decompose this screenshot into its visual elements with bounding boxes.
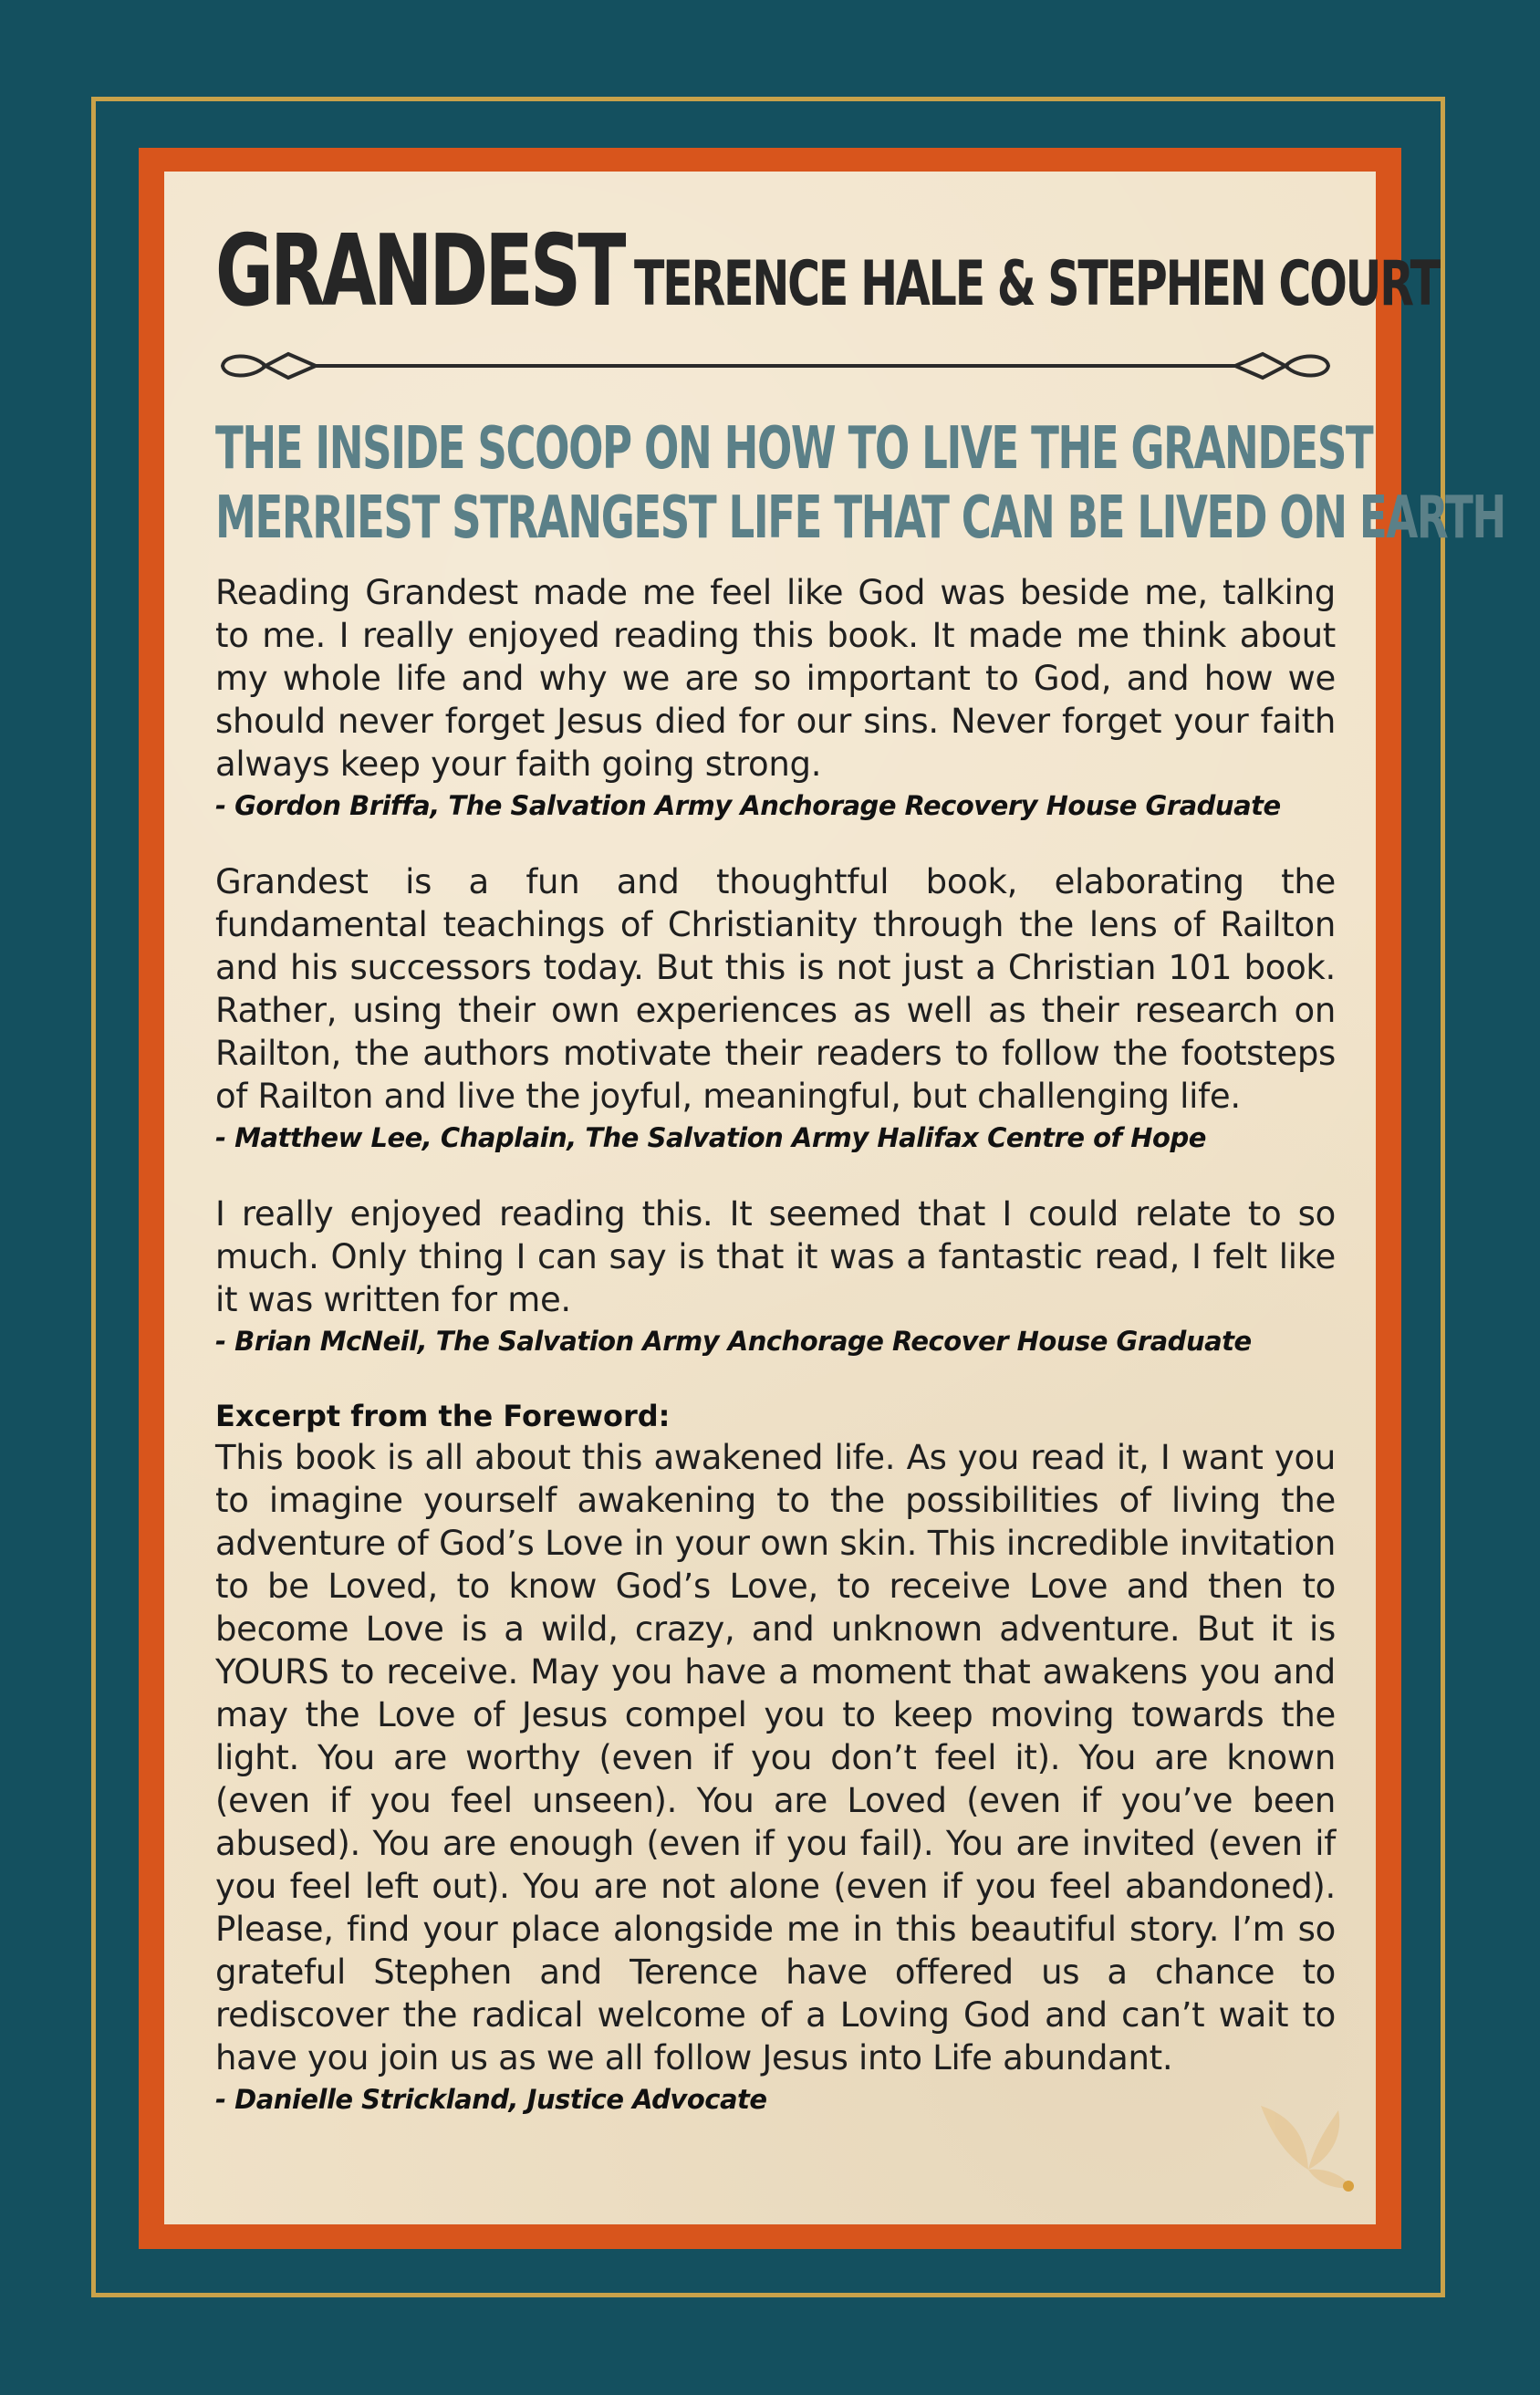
foreword-excerpt [215,1396,1336,2118]
subtitle-line-2: MERRIEST STRANGEST LIFE THAT CAN BE LIVED ON EARTH [215,484,1505,552]
testimonial-text: I really enjoyed reading this. It seemed that I could relate to so much. Only thing I can say is that it was a fantastic read, I felt like it was written for me. [215,1194,1336,1319]
excerpt-text: This book is all about this awakened life. As you read it, I want you to imagine yourself awakening to the possibilities of living the adventure of God’s Love in your own skin. This incredible invitation to be Loved, to know God’s Love, to receive Love and then to become Love is a wild, crazy, and unknown adventure. But it is YOURS to receive. May you have a moment that awakens you and may the Love of Jesus compel you to keep moving towards the light. You are worthy (even if you don’t feel it). You are known (even if you feel unseen). You are Loved (even if you’ve been abused). You are enough (even if you fail). You are invited (even if you feel left out). You are not alone (even if you feel abandoned). Please, find your place alongside me in this beautiful story. I’m so grateful Stephen and Terence have offered us a chance to rediscover the radical welcome of a Loving God and can’t wait to have you join us as we all follow Jesus into Life abundant. [215,1438,1336,2077]
book-title: GRANDEST [215,214,623,328]
testimonial-3 [215,1192,1336,1359]
testimonial-attribution: - Gordon Briffa, The Salvation Army Anchorage Recovery House Graduate [215,790,1281,821]
testimonial-2 [215,860,1336,1156]
title-row [215,214,1439,328]
testimonial-1 [215,571,1336,824]
book-authors: TERENCE HALE & STEPHEN COURT [633,248,1439,320]
testimonial-attribution: - Matthew Lee, Chaplain, The Salvation Army Halifax Centre of Hope [215,1122,1206,1153]
page-content [215,214,1505,2118]
testimonial-text: Reading Grandest made me feel like God was beside me, talking to me. I really enjoyed reading this book. It made me think about my whole life and why we are so important to God, and how we should never forget Jesus died for our sins. Never forget your faith always keep your faith going strong. [215,573,1336,784]
subtitle-line-1: THE INSIDE SCOOP ON HOW TO LIVE THE GRANDEST [215,415,1373,483]
ornamental-divider-icon [215,343,1336,389]
excerpt-attribution: - Danielle Strickland, Justice Advocate [215,2084,767,2115]
excerpt-heading: Excerpt from the Foreword: [215,1399,671,1433]
testimonial-attribution: - Brian McNeil, The Salvation Army Anchorage Recover House Graduate [215,1326,1252,1357]
testimonial-text: Grandest is a fun and thoughtful book, elaborating the fundamental teachings of Christianity through the lens of Railton and his successors today. But this is not just a Christian 101 book. Rather, using their own experiences as well as their research on Railton, the authors motivate their readers to follow the footsteps of Railton and live the joyful, meaningful, but challenging life. [215,862,1336,1116]
subtitle [215,414,1505,553]
fleur-de-lis-icon [1252,2097,1361,2197]
